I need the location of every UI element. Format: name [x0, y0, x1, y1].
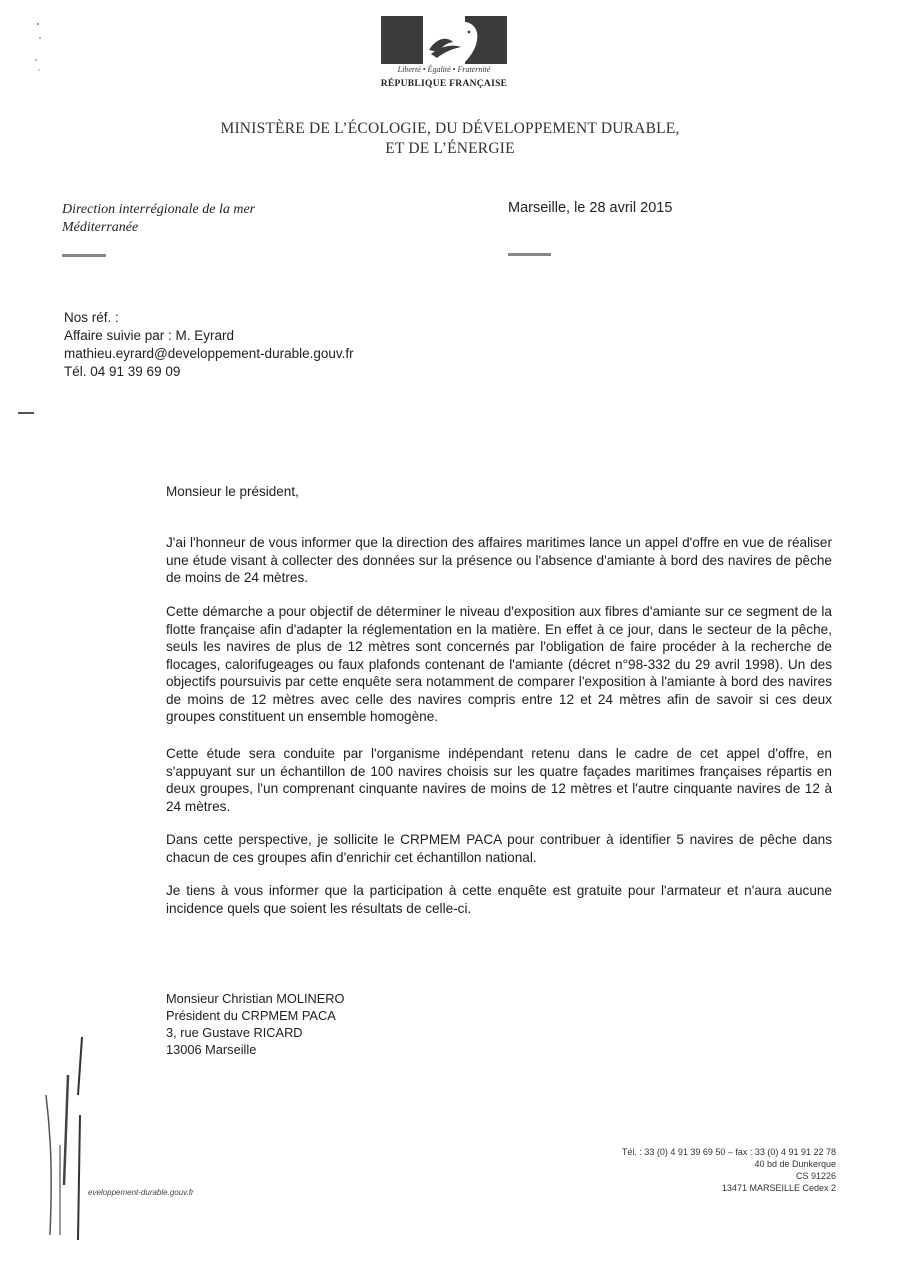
footer-city: 13471 MARSEILLE Cedex 2	[721, 1183, 836, 1193]
divider-right	[508, 253, 551, 256]
recipient-title: Président du CRPMEM PACA	[166, 1008, 336, 1023]
republic-motto: Liberté • Égalité • Fraternité	[397, 65, 491, 74]
ministry-heading	[160, 119, 740, 159]
body-paragraph-1: J'ai l'honneur de vous informer que la direction des affaires maritimes lance un appel d'offre en vue de réaliser une étude visant à collecter des données sur la présence ou l'absence d'amiante à bord des navires de pêche de moins de 24 mètres.	[166, 535, 832, 585]
direction-line-2: Méditerranée	[62, 220, 139, 235]
ministry-line-2: ET DE L’ÉNERGIE	[385, 140, 515, 157]
contact-email: mathieu.eyrard@developpement-durable.gouv.fr	[64, 346, 354, 361]
body-paragraph-2: Cette démarche a pour objectif de déterminer le niveau d'exposition aux fibres d'amiante sur ce segment de la flotte française afin d'adapter la réglementation en la matière. En effet à ce jour, dans le secteur de la pêche, seuls les navires de plus de 12 mètres sont concernés par l'obligation de faire procéder à la recherche de flocages, calorifugeages ou faux plafonds contenant de l'amiante (décret n°98-332 du 29 avril 1998). Un des objectifs poursuivis par cette enquête sera notamment de comparer l'exposition à l'amiante à bord des navires de moins de 12 mètres avec celle des navires compris entre 12 et 24 mètres afin de savoir si ces deux groupes constituent un ensemble homogène.	[166, 604, 832, 724]
recipient-street: 3, rue Gustave RICARD	[166, 1025, 303, 1040]
footer-website: eveloppement-durable.gouv.fr	[88, 1188, 194, 1197]
decorative-footer-strokes	[38, 1035, 88, 1245]
republic-name: RÉPUBLIQUE FRANÇAISE	[380, 79, 508, 89]
contact-phone: Tél. 04 91 39 69 09	[64, 364, 181, 379]
body-paragraph-3: Cette étude sera conduite par l'organisme indépendant retenu dans le cadre de cet appel d'offre, en s'appuyant sur un échantillon de 100 navires choisis sur les quatre façades maritimes françaises répartis en deux groupes, l'un comprenant cinquante navires de moins de 12 mètres et l'autre cinquante navires de 12 à 24 mètres.	[166, 746, 832, 814]
letter-date: Marseille, le 28 avril 2015	[508, 200, 673, 216]
recipient-city: 13006 Marseille	[166, 1042, 257, 1057]
footer-phone-fax: Tél. : 33 (0) 4 91 39 69 50 – fax : 33 (0) 4 91 91 22 78	[621, 1147, 836, 1157]
fold-mark	[18, 412, 34, 414]
marianne-logo	[381, 16, 507, 64]
body-paragraph-4: Dans cette perspective, je sollicite le CRPMEM PACA pour contribuer à identifier 5 navires de pêche dans chacun de ces groupes afin d'enrichir cet échantillon national.	[166, 832, 832, 865]
salutation: Monsieur le président,	[166, 484, 299, 499]
body-paragraph-5: Je tiens à vous informer que la participation à cette enquête est gratuite pour l'armateur et n'aura aucune incidence quels que soient les résultats de celle-ci.	[166, 883, 832, 916]
recipient-block	[166, 990, 345, 1058]
sender-direction	[62, 201, 362, 237]
scan-artifact-dots	[30, 18, 50, 78]
ref-line: Nos réf. :	[64, 310, 119, 325]
ministry-line-1: MINISTÈRE DE L’ÉCOLOGIE, DU DÉVELOPPEMENT DURABLE,	[220, 120, 680, 137]
footer-street: 40 bd de Dunkerque	[754, 1159, 836, 1169]
direction-line-1: Direction interrégionale de la mer	[62, 202, 256, 217]
recipient-name: Monsieur Christian MOLINERO	[166, 991, 345, 1006]
references-block	[64, 309, 354, 381]
footer-cs: CS 91226	[795, 1171, 836, 1181]
divider-left	[62, 254, 106, 257]
followed-by-line: Affaire suivie par : M. Eyrard	[64, 328, 235, 343]
footer-contact	[560, 1146, 836, 1194]
